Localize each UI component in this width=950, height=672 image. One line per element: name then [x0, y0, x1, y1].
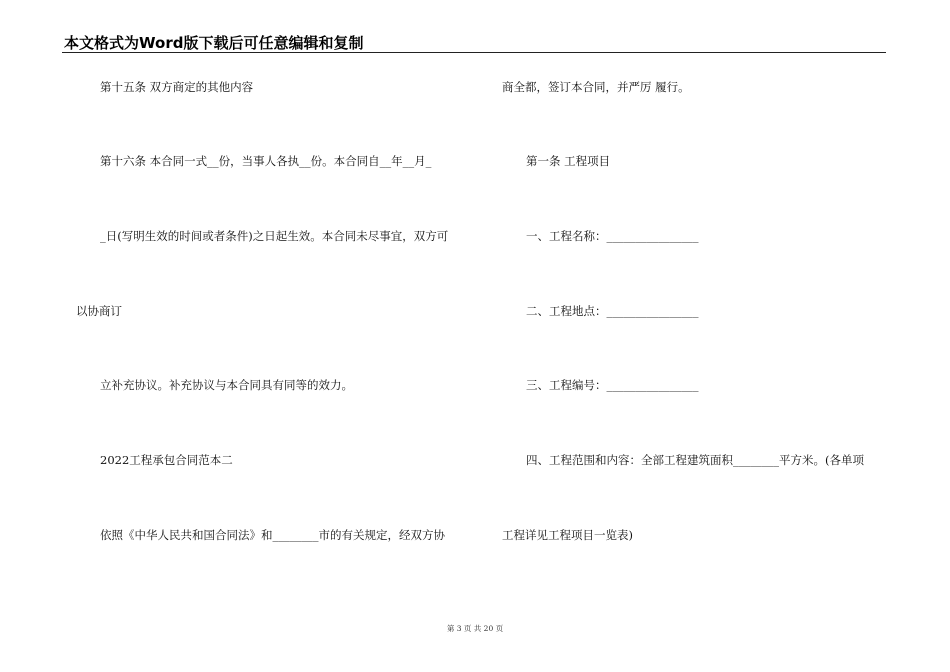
page-footer: 第 3 页 共 20 页 [446, 624, 504, 633]
right-line-project-number: 三、工程编号：________________ [526, 378, 699, 392]
right-line-agreement: 商全都，签订本合同，并严厉 履行。 [502, 80, 690, 94]
left-line-15: 第十五条 双方商定的其他内容 [100, 80, 254, 94]
left-line-16: 第十六条 本合同一式__份，当事人各执__份。本合同自__年__月_ [100, 154, 432, 168]
right-line-project-list: 工程详见工程项目一览表) [502, 528, 633, 542]
document-banner: 本文格式为Word版下载后可任意编辑和复制 [64, 34, 364, 52]
right-line-project-location: 二、工程地点：________________ [526, 304, 699, 318]
left-line-supplement: 立补充协议。补充协议与本合同具有同等的效力。 [100, 378, 353, 392]
right-line-project-scope: 四、工程范围和内容：全部工程建筑面积________平方米。(各单项 [526, 453, 864, 467]
right-line-project-name: 一、工程名称：________________ [526, 229, 699, 243]
right-line-article-1: 第一条 工程项目 [526, 154, 611, 168]
left-line-legal-basis: 依照《中华人民共和国合同法》和________市的有关规定，经双方协 [100, 528, 445, 542]
header-rule [62, 52, 886, 53]
left-line-effective-date: _日(写明生效的时间或者条件)之日起生效。本合同未尽事宜，双方可 [100, 229, 449, 243]
left-line-contract-title: 2022工程承包合同范本二 [100, 453, 233, 467]
left-line-negotiate: 以协商订 [76, 304, 122, 318]
